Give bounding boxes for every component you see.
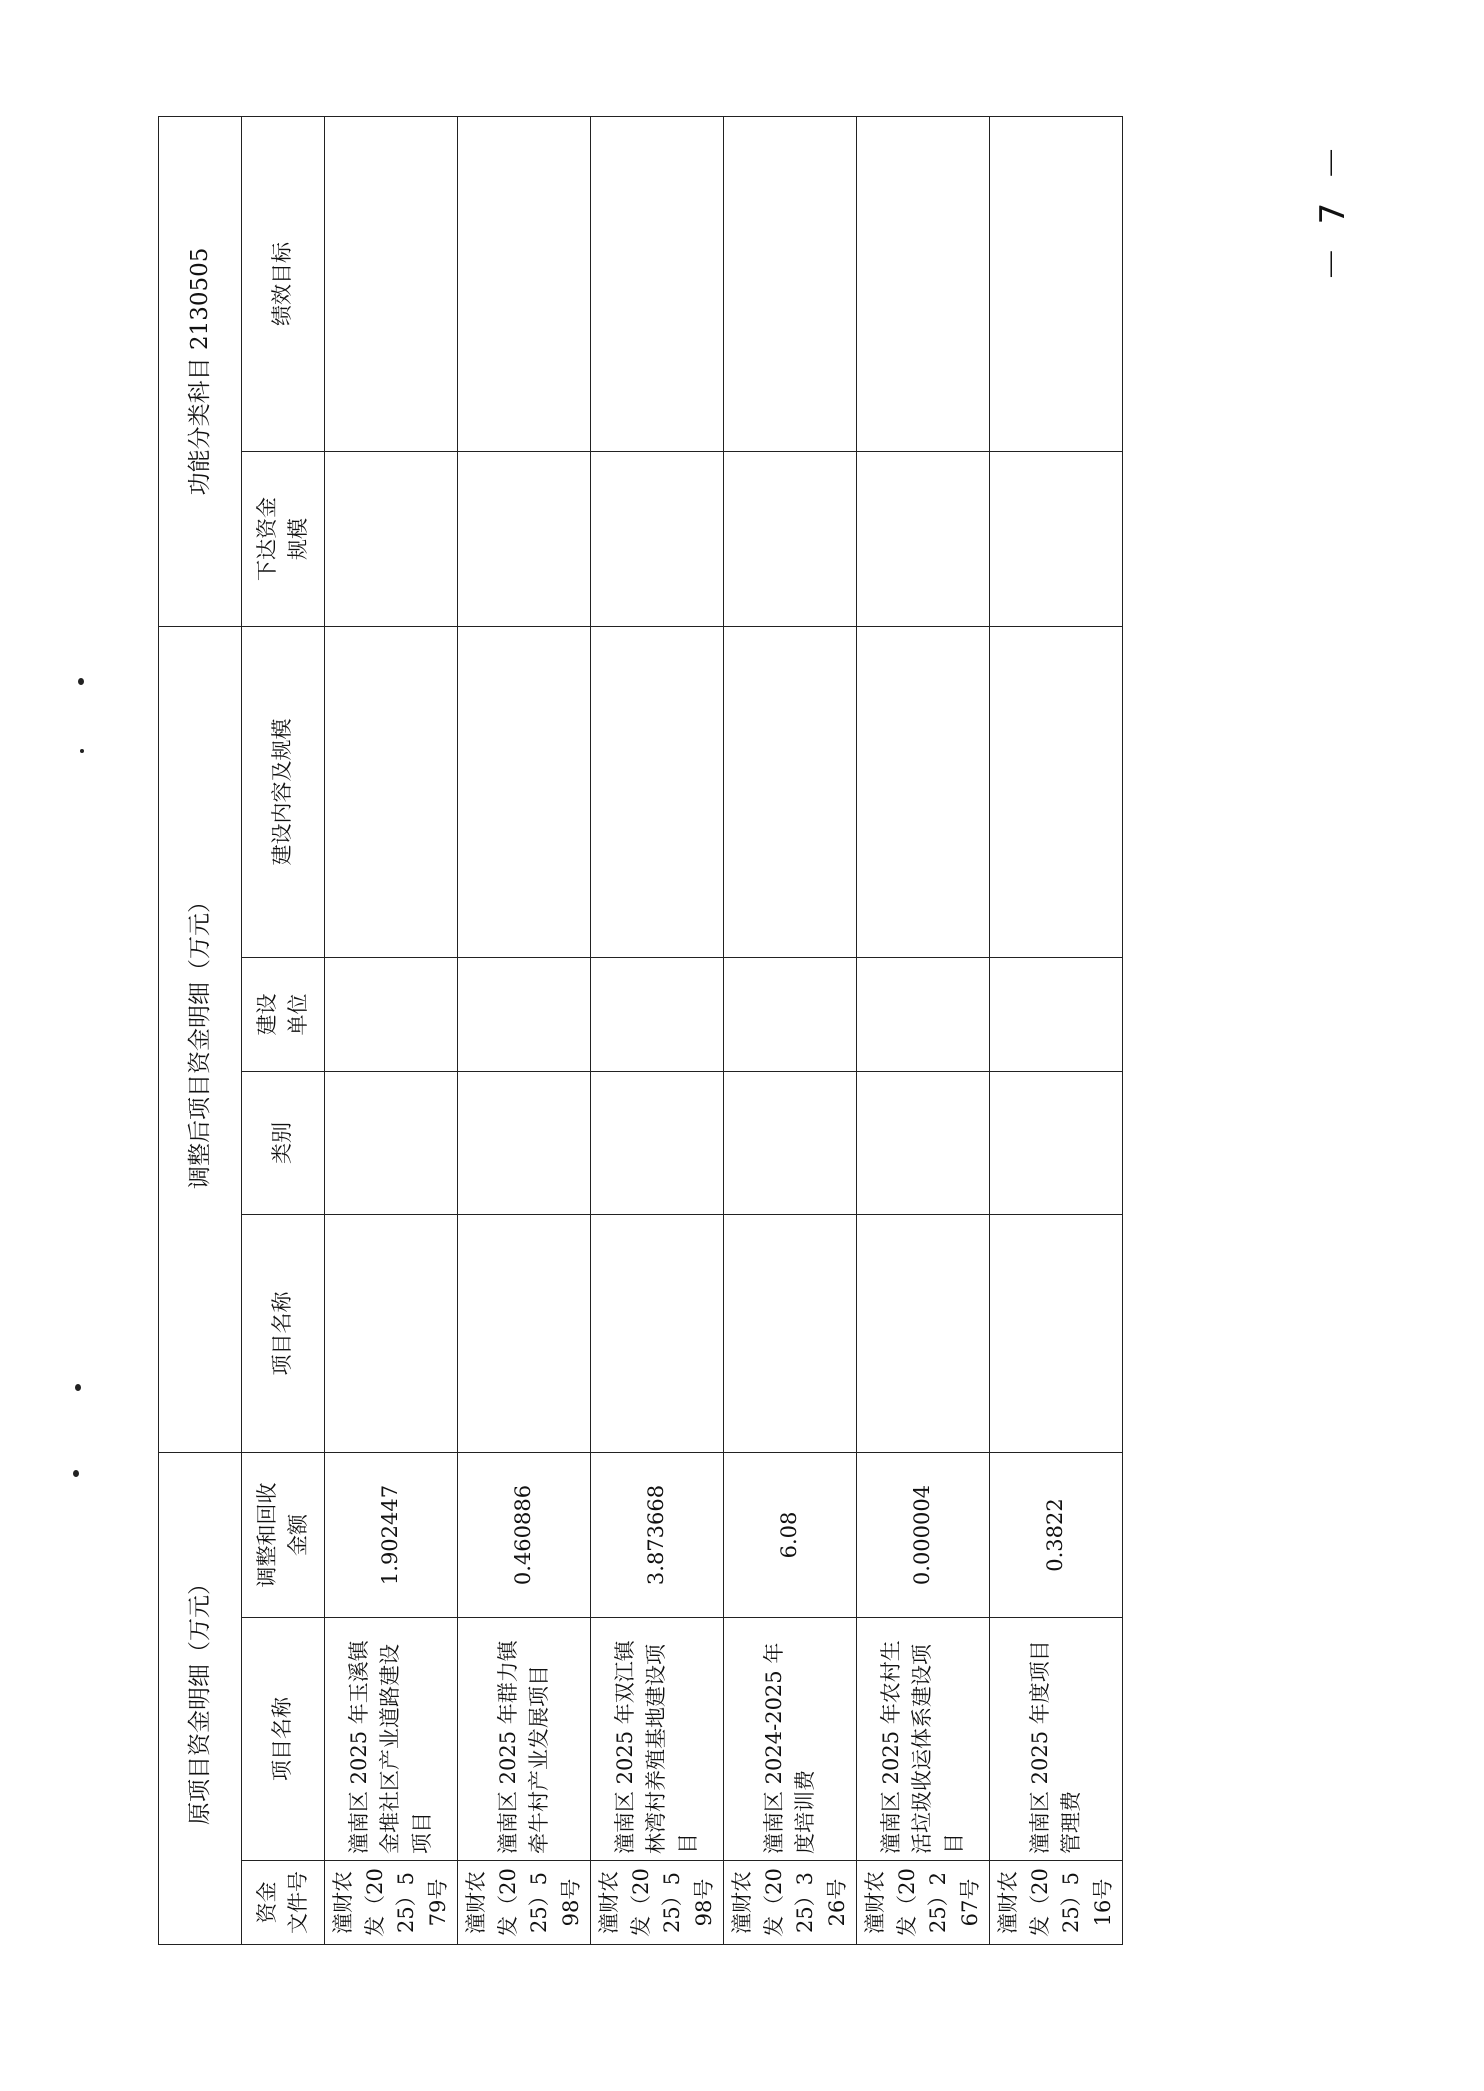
amount-cell: 0.3822: [990, 1452, 1123, 1617]
project-name-cell: 潼南区 2025 年农村生活垃圾收运体系建设项目: [857, 1618, 990, 1861]
doc-no-cell: 潼财农发（2025）326号: [724, 1861, 857, 1945]
doc-no-cell: 潼财农发（2025）267号: [857, 1861, 990, 1945]
amount-cell: 1.902447: [325, 1452, 458, 1617]
empty-cell: [591, 116, 724, 451]
col-header-doc-no: 资金 文件号: [242, 1861, 325, 1945]
doc-no-cell: 潼财农发（2025）579号: [325, 1861, 458, 1945]
function-code-header: 功能分类科目 2130505: [159, 116, 242, 626]
empty-cell: [857, 1071, 990, 1214]
column-header-row: [242, 116, 325, 1944]
empty-cell: [857, 957, 990, 1071]
doc-no-cell: 潼财农发（2025）516号: [990, 1861, 1123, 1945]
amount-cell: 0.460886: [458, 1452, 591, 1617]
amount-cell: 0.000004: [857, 1452, 990, 1617]
scan-speck: [75, 1384, 81, 1391]
col-header-content: 建设内容及规模: [242, 626, 325, 957]
empty-cell: [724, 957, 857, 1071]
empty-cell: [724, 1071, 857, 1214]
doc-no-cell: 潼财农发（2025）598号: [458, 1861, 591, 1945]
empty-cell: [591, 451, 724, 626]
group-header-row: [159, 116, 242, 1944]
col-header-unit: 建设 单位: [242, 957, 325, 1071]
empty-cell: [325, 626, 458, 957]
empty-cell: [458, 116, 591, 451]
empty-cell: [724, 451, 857, 626]
empty-cell: [591, 626, 724, 957]
empty-cell: [990, 957, 1123, 1071]
empty-cell: [325, 451, 458, 626]
empty-cell: [990, 1071, 1123, 1214]
empty-cell: [724, 1214, 857, 1452]
page-number: － 7 －: [1313, 139, 1354, 281]
project-name-cell: 潼南区 2024-2025 年度培训费: [724, 1618, 857, 1861]
fund-detail-table-container: [158, 117, 1115, 1945]
empty-cell: [325, 957, 458, 1071]
scan-speck: [78, 678, 84, 685]
doc-no-cell: 潼财农发（2025）598号: [591, 1861, 724, 1945]
amount-cell: 3.873668: [591, 1452, 724, 1617]
table-row: [990, 116, 1123, 1944]
empty-cell: [724, 626, 857, 957]
project-name-cell: 潼南区 2025 年群力镇牵牛村产业发展项目: [458, 1618, 591, 1861]
table-row: [857, 116, 990, 1944]
amount-cell: 6.08: [724, 1452, 857, 1617]
scan-speck: [73, 1470, 79, 1477]
project-name-cell: 潼南区 2025 年玉溪镇金堆社区产业道路建设项目: [325, 1618, 458, 1861]
empty-cell: [458, 957, 591, 1071]
col-header-funds-scale: 下达资金 规模: [242, 451, 325, 626]
empty-cell: [990, 116, 1123, 451]
empty-cell: [591, 1214, 724, 1452]
col-header-target: 绩效目标: [242, 116, 325, 451]
empty-cell: [857, 116, 990, 451]
project-name-cell: 潼南区 2025 年度项目管理费: [990, 1618, 1123, 1861]
empty-cell: [857, 1214, 990, 1452]
empty-cell: [591, 957, 724, 1071]
empty-cell: [990, 451, 1123, 626]
empty-cell: [325, 116, 458, 451]
table-row: [325, 116, 458, 1944]
empty-cell: [990, 626, 1123, 957]
empty-cell: [857, 626, 990, 957]
empty-cell: [458, 1071, 591, 1214]
adjusted-group-header: 调整后项目资金明细（万元）: [159, 626, 242, 1452]
table-row: [591, 116, 724, 1944]
fund-detail-table: [158, 116, 1123, 1945]
empty-cell: [325, 1071, 458, 1214]
scan-speck: [80, 749, 84, 753]
col-header-category: 类别: [242, 1071, 325, 1214]
empty-cell: [990, 1214, 1123, 1452]
empty-cell: [458, 1214, 591, 1452]
empty-cell: [325, 1214, 458, 1452]
col-header-amount: 调整和回收 金额: [242, 1452, 325, 1617]
empty-cell: [724, 116, 857, 451]
empty-cell: [458, 626, 591, 957]
table-row: [458, 116, 591, 1944]
table-row: [724, 116, 857, 1944]
original-group-header: 原项目资金明细（万元）: [159, 1452, 242, 1944]
col-header-orig-project-name: 项目名称: [242, 1618, 325, 1861]
empty-cell: [857, 451, 990, 626]
empty-cell: [458, 451, 591, 626]
empty-cell: [591, 1071, 724, 1214]
project-name-cell: 潼南区 2025 年双江镇林湾村养殖基地建设项目: [591, 1618, 724, 1861]
col-header-new-project-name: 项目名称: [242, 1214, 325, 1452]
